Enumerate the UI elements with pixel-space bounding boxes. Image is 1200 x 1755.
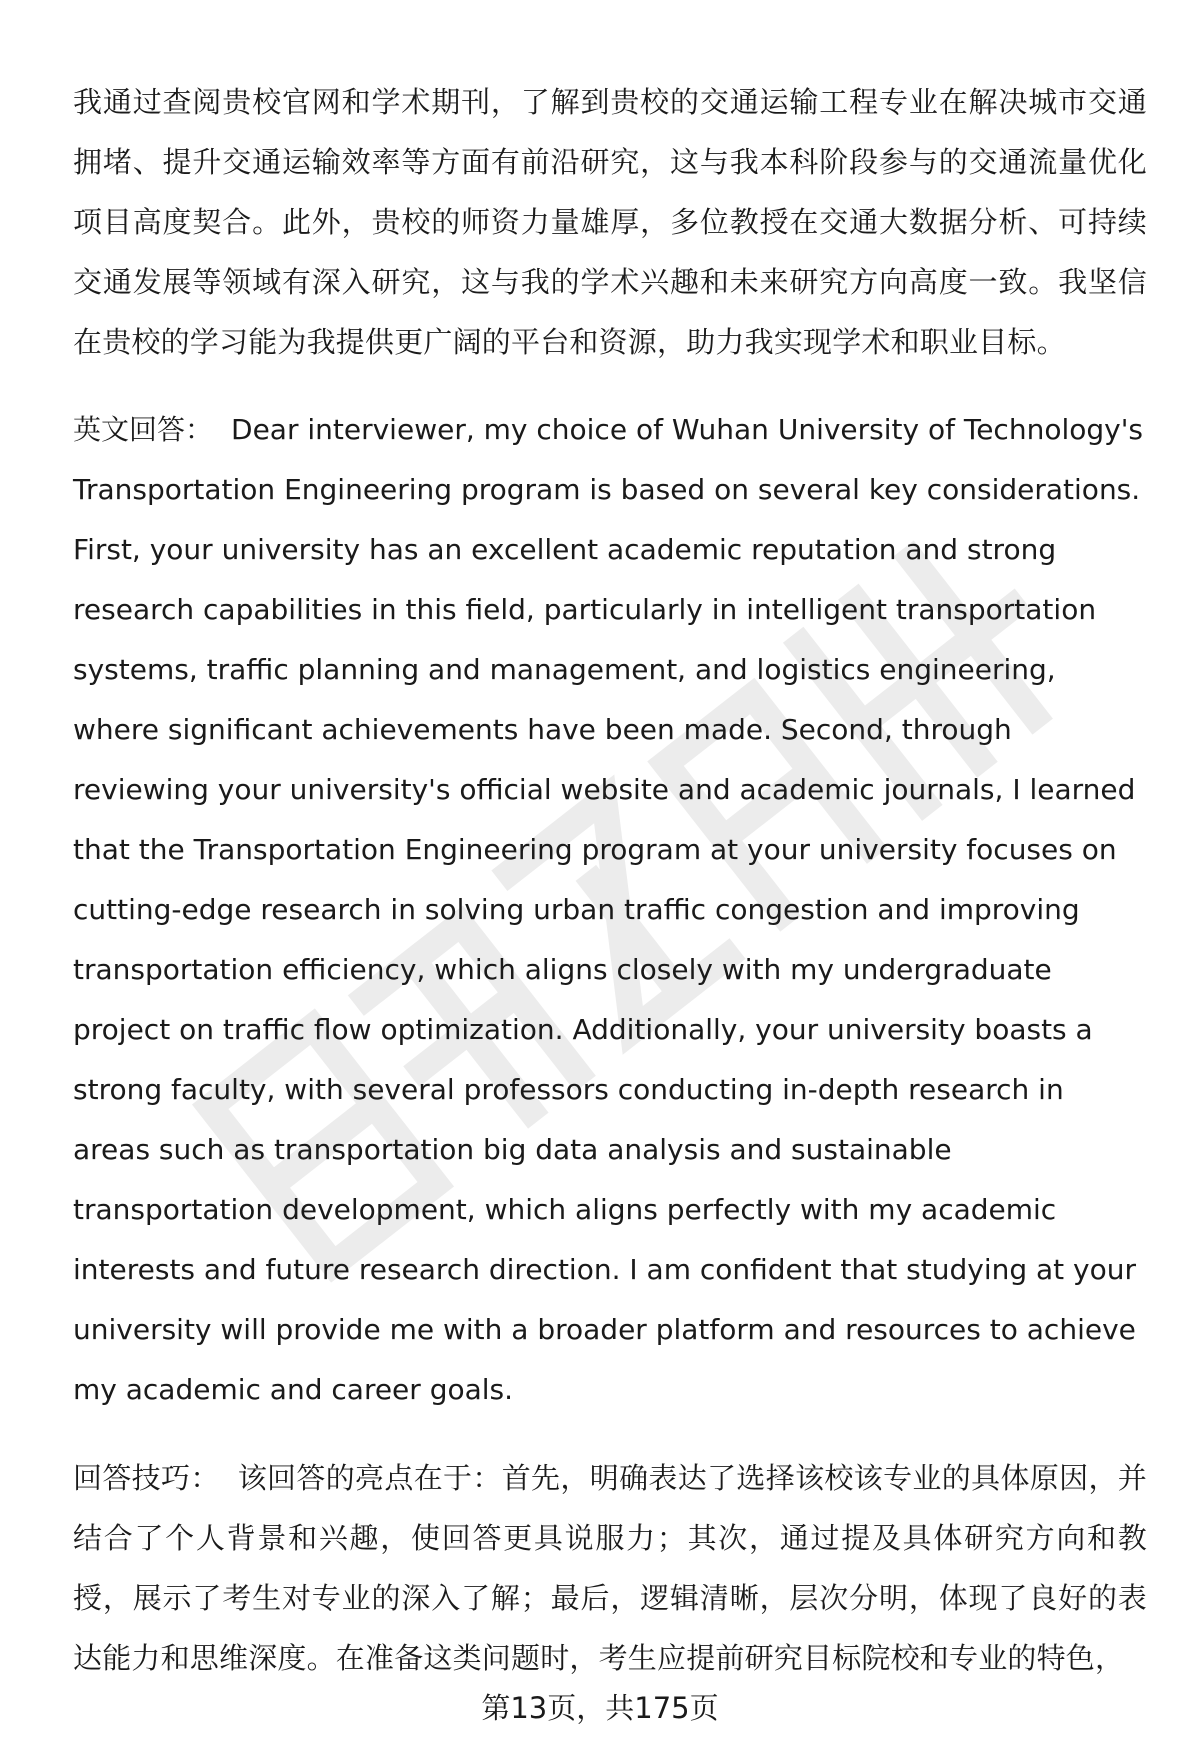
answer-tips-label: 回答技巧： — [73, 1461, 220, 1495]
english-answer-text: Dear interviewer, my choice of Wuhan University of Technology's Transportation Engineering program is based on several key considerations. First, your university has an excellent academic reputation and strong research capabilities in this field, particularly in intelligent transportation systems, traffic planning and management, and logistics engineering, where significant achievements have been made. Second, through reviewing your university's official website and academic journals, I learned that the Transportation Engineering program at your university focuses on cutting-edge research in solving urban traffic congestion and improving transportation efficiency, which aligns closely with my undergraduate project on traffic flow optimization. Additionally, your university boasts a strong faculty, with several professors conducting in-depth research in areas such as transportation big data analysis and sustainable transportation development, which aligns perfectly with my academic interests and future research direction. I am confident that studying at your university will provide me with a broader platform and resources to achieve my academic and career goals. — [73, 413, 1143, 1406]
answer-tips-paragraph — [73, 1448, 1147, 1688]
english-answer-paragraph — [73, 400, 1147, 1420]
page-indicator: 第13页，共175页 — [481, 1691, 719, 1725]
document-body — [73, 72, 1147, 1716]
english-answer-label: 英文回答： — [73, 413, 214, 446]
answer-tips-text: 该回答的亮点在于：首先，明确表达了选择该校该专业的具体原因，并结合了个人背景和兴趣，使回答更具说服力；其次，通过提及具体研究方向和教授，展示了考生对专业的深入了解；最后，逻辑清晰，层次分明，体现了良好的表达能力和思维深度。在准备这类问题时，考生应提前研究目标院校和专业的特色， — [73, 1461, 1147, 1675]
chinese-paragraph: 我通过查阅贵校官网和学术期刊，了解到贵校的交通运输工程专业在解决城市交通拥堵、提升交通运输效率等方面有前沿研究，这与我本科阶段参与的交通流量优化项目高度契合。此外，贵校的师资力量雄厚，多位教授在交通大数据分析、可持续交通发展等领域有深入研究，这与我的学术兴趣和未来研究方向高度一致。我坚信在贵校的学习能为我提供更广阔的平台和资源，助力我实现学术和职业目标。 — [73, 85, 1147, 359]
